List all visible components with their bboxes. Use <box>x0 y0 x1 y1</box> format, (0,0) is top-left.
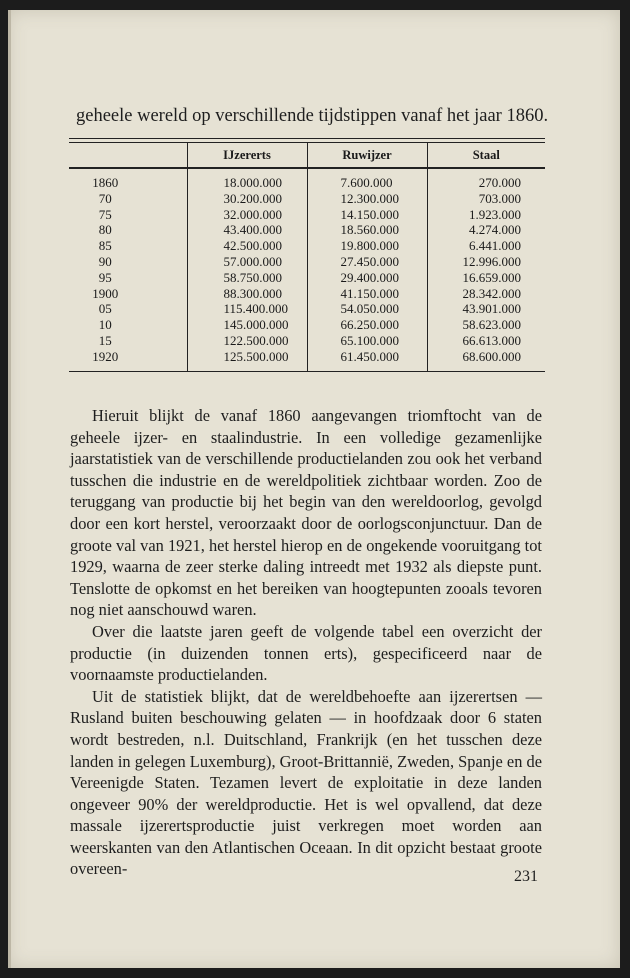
cell-year: 15 <box>98 332 112 348</box>
table-row <box>69 168 545 191</box>
cell-ruwijzer: 41.150.000 <box>307 286 427 302</box>
cell-staal: 58.623.000 <box>427 317 545 333</box>
cell-year: 10 <box>98 317 112 333</box>
intro-line: geheele wereld op verschillende tijdstippen vanaf het jaar 1860. <box>76 106 549 126</box>
book-page <box>8 10 620 968</box>
cell-staal: 703.000 <box>427 191 545 207</box>
cell-ruwijzer: 29.400.000 <box>307 270 427 286</box>
cell-year: 1900 <box>92 285 119 301</box>
cell-year: 85 <box>98 238 112 254</box>
cell-ijzererts: 32.000.000 <box>187 207 307 223</box>
table-top-rule <box>69 138 545 139</box>
cell-ruwijzer: 18.560.000 <box>307 222 427 238</box>
cell-year: 1860 <box>92 175 119 190</box>
cell-staal: 1.923.000 <box>427 207 545 223</box>
cell-ruwijzer: 19.800.000 <box>307 238 427 254</box>
cell-year: 05 <box>98 301 112 317</box>
cell-year: 70 <box>98 190 112 206</box>
page-number: 231 <box>514 868 538 885</box>
table-row <box>69 191 545 207</box>
cell-ijzererts: 115.400.000 <box>187 301 307 317</box>
table-row <box>69 254 545 270</box>
cell-year: 90 <box>98 253 112 269</box>
table-row <box>69 333 545 349</box>
table-header-row <box>69 143 545 168</box>
cell-ijzererts: 30.200.000 <box>187 191 307 207</box>
cell-year: 75 <box>98 206 112 222</box>
cell-ruwijzer: 54.050.000 <box>307 301 427 317</box>
header-ruwijzer: Ruwijzer <box>307 143 427 168</box>
table-row <box>69 207 545 223</box>
paragraph: Uit de statistiek blijkt, dat de wereldbehoefte aan ijzerertsen — Rusland buiten beschouwing gelaten — in hoofdzaak door 6 staten wordt bestreden, n.l. Duitschland, Frankrijk (en het tusschen deze landen in gelegen Luxemburg), Groot-Brittannië, Zweden, Spanje en de Vereenigde Staten. Tezamen levert de exploitatie in deze landen ongeveer 90% der wereldproductie. Het is wel opvallend, dat deze massale ijzerertsproductie juist verkregen moet worden aan weerskanten van den Atlantischen Oceaan. In dit opzicht bestaat groote overeen- <box>70 686 542 879</box>
cell-ijzererts: 145.000.000 <box>187 317 307 333</box>
table-row <box>69 270 545 286</box>
cell-staal: 28.342.000 <box>427 286 545 302</box>
cell-staal: 4.274.000 <box>427 222 545 238</box>
paragraph: Over die laatste jaren geeft de volgende tabel een overzicht der productie (in duizenden tonnen erts), gespecificeerd naar de voornaamste productielanden. <box>70 621 542 685</box>
body-text <box>70 405 542 880</box>
cell-ruwijzer: 65.100.000 <box>307 333 427 349</box>
cell-ijzererts: 43.400.000 <box>187 222 307 238</box>
cell-ruwijzer: 66.250.000 <box>307 317 427 333</box>
cell-staal: 270.000 <box>427 168 545 191</box>
page-edge <box>8 10 11 968</box>
cell-staal: 16.659.000 <box>427 270 545 286</box>
cell-ruwijzer: 12.300.000 <box>307 191 427 207</box>
cell-year: 95 <box>98 269 112 285</box>
table-row <box>69 222 545 238</box>
table-bottom-rule <box>69 371 545 372</box>
table-row <box>69 286 545 302</box>
cell-ijzererts: 125.500.000 <box>187 349 307 371</box>
cell-staal: 12.996.000 <box>427 254 545 270</box>
header-staal: Staal <box>427 143 545 168</box>
cell-ijzererts: 42.500.000 <box>187 238 307 254</box>
cell-year: 80 <box>98 222 112 238</box>
cell-ruwijzer: 27.450.000 <box>307 254 427 270</box>
cell-ruwijzer: 61.450.000 <box>307 349 427 371</box>
cell-ijzererts: 57.000.000 <box>187 254 307 270</box>
cell-staal: 66.613.000 <box>427 333 545 349</box>
cell-ruwijzer: 7.600.000 <box>307 168 427 191</box>
table-row <box>69 238 545 254</box>
cell-ruwijzer: 14.150.000 <box>307 207 427 223</box>
cell-ijzererts: 58.750.000 <box>187 270 307 286</box>
cell-ijzererts: 18.000.000 <box>187 168 307 191</box>
table-row <box>69 349 545 371</box>
cell-staal: 43.901.000 <box>427 301 545 317</box>
cell-year: 1920 <box>92 348 119 364</box>
paragraph: Hieruit blijkt de vanaf 1860 aangevangen triomftocht van de geheele ijzer- en staalindustrie. In een volledige gezamenlijke jaarstatistiek van de verschillende productielanden zou ook het verband tusschen die industrie en de wereldpolitiek zichtbaar worden. Zoo de teruggang van productie bij het begin van den wereldoorlog, gevolgd door een kort herstel, veroorzaakt door de oorlogsconjunctuur. Dan de groote val van 1921, het herstel hierop en de ongekende vooruitgang tot 1929, waarna de zeer sterke daling intreedt met 1932 als diepste punt. Tenslotte de opkomst en het bereiken van hoogtepunten zooals tevoren nog niet aanschouwd waren. <box>70 406 542 620</box>
cell-ijzererts: 122.500.000 <box>187 333 307 349</box>
table-row <box>69 301 545 317</box>
cell-staal: 6.441.000 <box>427 238 545 254</box>
cell-ijzererts: 88.300.000 <box>187 286 307 302</box>
production-table <box>69 138 545 372</box>
header-year <box>69 143 187 168</box>
header-ijzererts: IJzererts <box>187 143 307 168</box>
cell-staal: 68.600.000 <box>427 349 545 371</box>
table-row <box>69 317 545 333</box>
